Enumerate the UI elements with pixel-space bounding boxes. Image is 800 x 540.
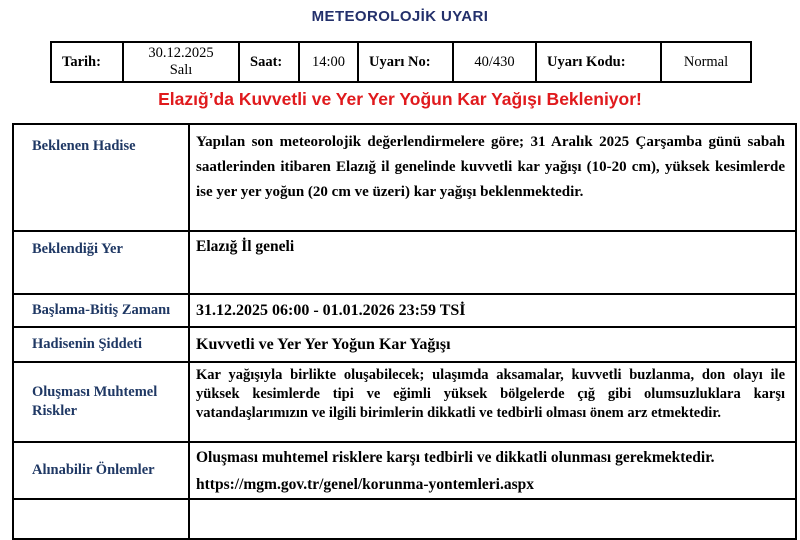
detail-row-precautions bbox=[13, 442, 796, 499]
detail-value: 31.12.2025 06:00 - 01.01.2026 23:59 TSİ bbox=[189, 294, 796, 327]
precaution-link-line bbox=[196, 474, 785, 496]
warning-header-row bbox=[51, 42, 751, 82]
detail-label-empty bbox=[13, 499, 189, 539]
warning-code-value: Normal bbox=[661, 42, 751, 82]
detail-value bbox=[189, 442, 796, 499]
detail-label: Hadisenin Şiddeti bbox=[13, 327, 189, 362]
detail-row-expected-location bbox=[13, 231, 796, 294]
date-label: Tarih: bbox=[51, 42, 123, 82]
date-value-line2: Salı bbox=[169, 62, 193, 78]
detail-label: Oluşması Muhtemel Riskler bbox=[13, 362, 189, 442]
detail-row-expected-event bbox=[13, 124, 796, 231]
date-value-line1: 30.12.2025 bbox=[148, 45, 214, 61]
detail-label: Beklendiği Yer bbox=[13, 231, 189, 294]
date-value bbox=[123, 42, 239, 82]
time-value: 14:00 bbox=[299, 42, 358, 82]
precaution-text: Oluşması muhtemel risklere karşı tedbirli ve dikkatli olunması gerekmektedir. bbox=[196, 449, 715, 466]
detail-value: Kuvvetli ve Yer Yer Yoğun Kar Yağışı bbox=[189, 327, 796, 362]
detail-row-event-severity bbox=[13, 327, 796, 362]
detail-label: Beklenen Hadise bbox=[13, 124, 189, 231]
detail-value-empty bbox=[189, 499, 796, 539]
page-title: METEOROLOJİK UYARI bbox=[311, 8, 489, 25]
protection-methods-link[interactable]: https://mgm.gov.tr/genel/korunma-yontemleri.aspx bbox=[196, 476, 534, 493]
detail-value: Elazığ İl geneli bbox=[189, 231, 796, 294]
detail-row-possible-risks bbox=[13, 362, 796, 442]
warning-header-table bbox=[50, 41, 752, 83]
warning-details-table bbox=[12, 123, 797, 540]
detail-value: Yapılan son meteorolojik değerlendirmelere göre; 31 Aralık 2025 Çarşamba günü sabah saatlerinden itibaren Elazığ il genelinde kuvvetli kar yağışı (10-20 cm), yüksek kesimlerde ise yer yer yoğun (20 cm ve üzeri) kar yağışı beklenmektedir. bbox=[189, 124, 796, 231]
detail-row-start-end-time bbox=[13, 294, 796, 327]
warning-no-value: 40/430 bbox=[453, 42, 536, 82]
warning-no-label: Uyarı No: bbox=[358, 42, 453, 82]
detail-label: Alınabilir Önlemler bbox=[13, 442, 189, 499]
time-label: Saat: bbox=[239, 42, 299, 82]
warning-headline: Elazığ’da Kuvvetli ve Yer Yer Yoğun Kar Yağışı Bekleniyor! bbox=[158, 89, 642, 109]
warning-code-label: Uyarı Kodu: bbox=[536, 42, 661, 82]
detail-label: Başlama-Bitiş Zamanı bbox=[13, 294, 189, 327]
detail-row-partial bbox=[13, 499, 796, 539]
detail-value: Kar yağışıyla birlikte oluşabilecek; ulaşımda aksamalar, kuvvetli buzlanma, don olayı ile yüksek kesimlerde tipi ve eğimli yüksek bölgelerde çığ gibi olumsuzluklara karşı vatandaşlarımızın ve ilgili birimlerin dikkatli ve tedbirli olması önem arz etmektedir. bbox=[189, 362, 796, 442]
